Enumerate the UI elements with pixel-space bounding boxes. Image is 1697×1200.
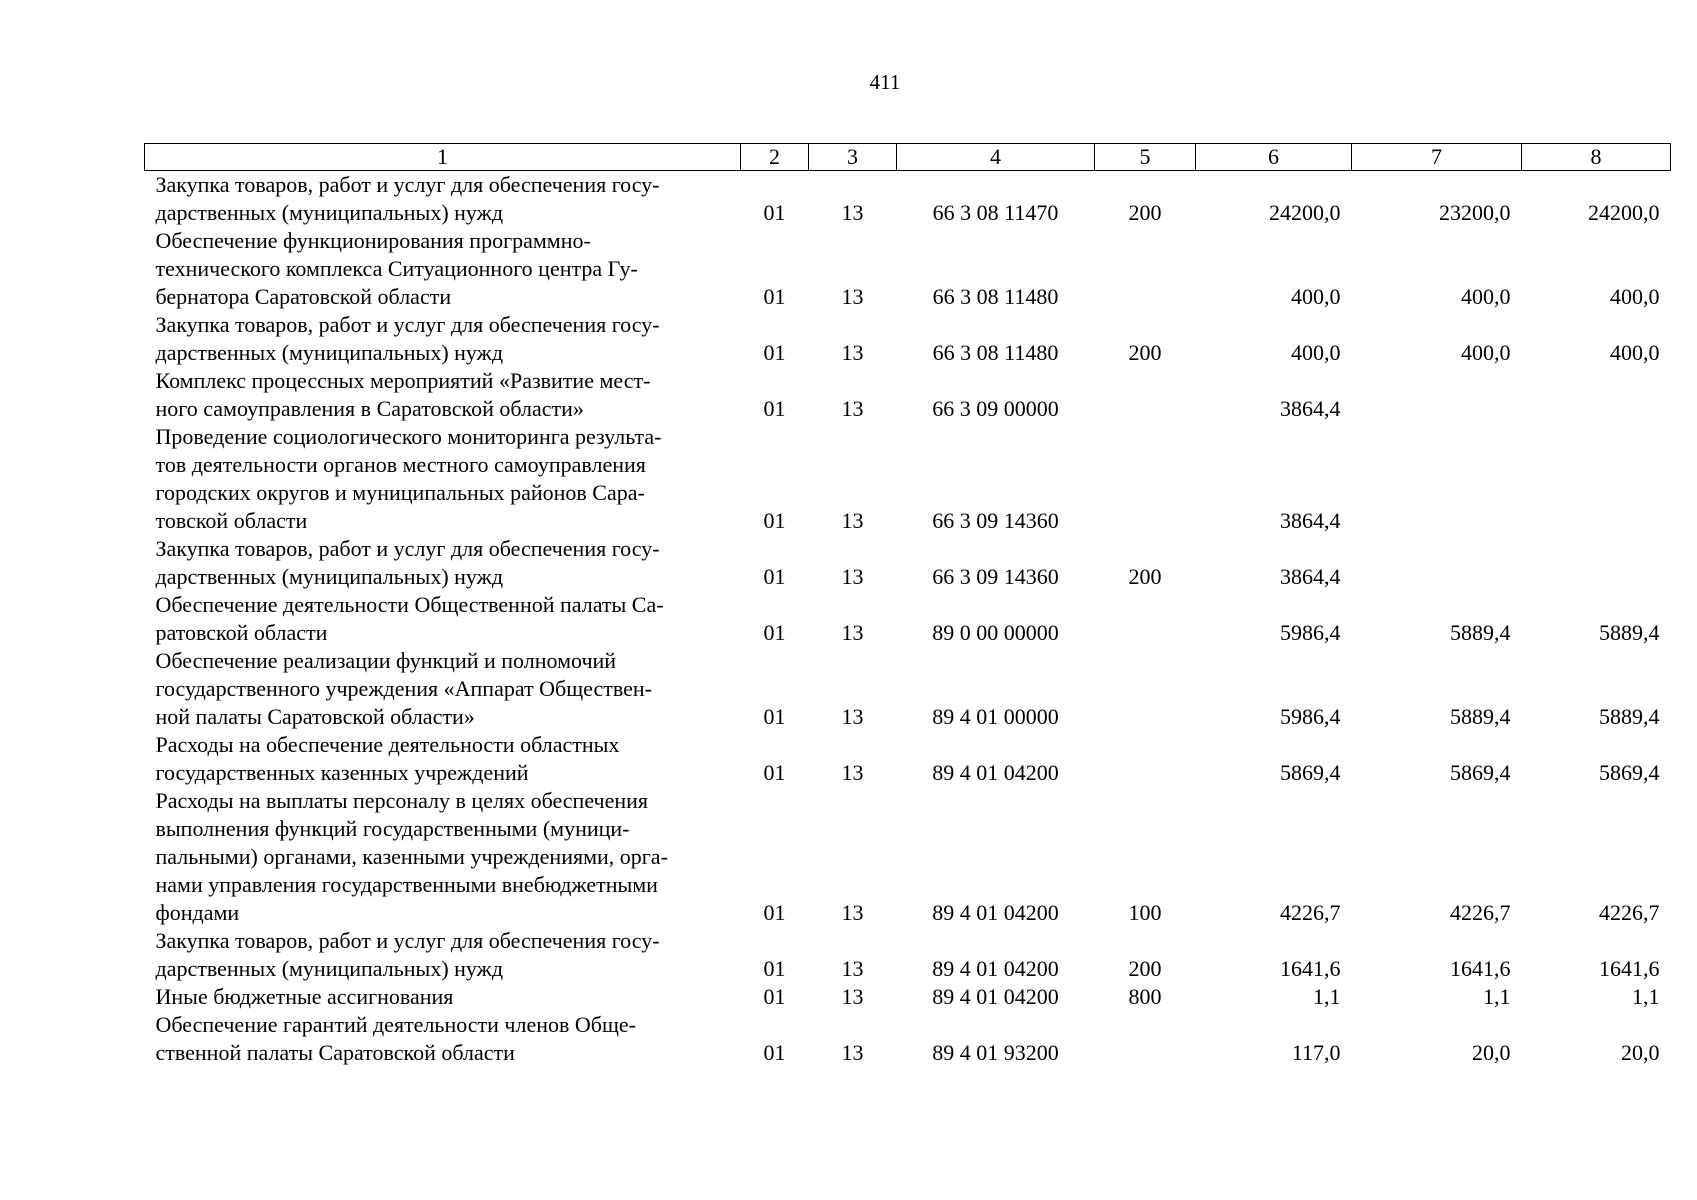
amount-col7-cell: 400,0	[1461, 284, 1511, 309]
amount-col7-cell: 23200,0	[1439, 200, 1511, 225]
table-row	[145, 591, 1671, 647]
target-article-cell: 89 4 01 00000	[932, 704, 1059, 729]
razdel-cell: 01	[763, 284, 786, 309]
podrazdel-cell: 13	[841, 340, 864, 365]
description-line: дарственных (муниципальных) нужд	[155, 956, 504, 981]
row-description	[145, 591, 741, 647]
razdel-cell: 01	[763, 396, 786, 421]
amount-col7-cell	[1352, 423, 1522, 535]
table-row	[145, 535, 1671, 591]
amount-col8-cell: 4226,7	[1599, 900, 1660, 925]
description-line: Закупка товаров, работ и услуг для обеспечения госу-	[155, 928, 660, 953]
amount-col6-cell: 5986,4	[1280, 620, 1341, 645]
description-line: государственных казенных учреждений	[155, 760, 529, 785]
expense-type-cell	[1095, 1011, 1196, 1067]
podrazdel-cell: 13	[841, 900, 864, 925]
podrazdel-cell: 13	[841, 284, 864, 309]
row-description	[145, 311, 741, 367]
row-description	[145, 227, 741, 311]
target-article-cell: 89 4 01 04200	[932, 900, 1059, 925]
target-article-cell: 66 3 08 11480	[932, 284, 1059, 309]
amount-col8-cell: 1641,6	[1599, 956, 1660, 981]
expense-type-cell: 200	[1128, 564, 1162, 589]
amount-col8-cell: 400,0	[1610, 340, 1660, 365]
target-article-cell: 89 4 01 93200	[932, 1040, 1059, 1065]
column-header-8: 8	[1522, 144, 1671, 171]
row-description	[145, 731, 741, 787]
expense-type-cell	[1095, 423, 1196, 535]
target-article-cell: 89 4 01 04200	[932, 760, 1059, 785]
razdel-cell: 01	[763, 620, 786, 645]
podrazdel-cell: 13	[841, 620, 864, 645]
description-line: технического комплекса Ситуационного центра Гу-	[155, 256, 638, 281]
amount-col7-cell: 5869,4	[1450, 760, 1511, 785]
description-line: городских округов и муниципальных районов Сара-	[155, 480, 645, 505]
row-description	[145, 1011, 741, 1067]
amount-col7-cell: 5889,4	[1450, 620, 1511, 645]
expense-type-cell: 200	[1128, 340, 1162, 365]
amount-col8-cell: 400,0	[1610, 284, 1660, 309]
razdel-cell: 01	[763, 564, 786, 589]
amount-col6-cell: 117,0	[1291, 1040, 1341, 1065]
row-description	[145, 787, 741, 927]
razdel-cell: 01	[763, 956, 786, 981]
expense-type-cell	[1095, 367, 1196, 423]
amount-col8-cell: 20,0	[1621, 1040, 1660, 1065]
column-header-3: 3	[809, 144, 897, 171]
razdel-cell: 01	[763, 760, 786, 785]
row-description	[145, 983, 741, 1011]
table-row	[145, 311, 1671, 367]
amount-col8-cell	[1522, 367, 1671, 423]
row-description	[145, 367, 741, 423]
row-description	[145, 423, 741, 535]
description-line: Проведение социологического мониторинга результа-	[155, 424, 662, 449]
row-description	[145, 535, 741, 591]
description-line: товской области	[155, 508, 308, 533]
amount-col7-cell: 20,0	[1472, 1040, 1511, 1065]
row-description	[145, 647, 741, 731]
razdel-cell: 01	[763, 984, 786, 1009]
table-row	[145, 367, 1671, 423]
podrazdel-cell: 13	[841, 984, 864, 1009]
column-header-4: 4	[897, 144, 1095, 171]
amount-col8-cell: 24200,0	[1588, 200, 1660, 225]
description-line: Закупка товаров, работ и услуг для обеспечения госу-	[155, 312, 660, 337]
expense-type-cell	[1095, 731, 1196, 787]
amount-col6-cell: 5986,4	[1280, 704, 1341, 729]
expense-type-cell	[1095, 591, 1196, 647]
amount-col6-cell: 24200,0	[1269, 200, 1341, 225]
description-line: Расходы на выплаты персоналу в целях обеспечения	[155, 788, 649, 813]
amount-col6-cell: 3864,4	[1280, 396, 1341, 421]
podrazdel-cell: 13	[841, 564, 864, 589]
description-line: нами управления государственными внебюджетными	[155, 872, 658, 897]
razdel-cell: 01	[763, 900, 786, 925]
amount-col6-cell: 4226,7	[1280, 900, 1341, 925]
table-row	[145, 171, 1671, 228]
description-line: ственной палаты Саратовской области	[155, 1040, 515, 1065]
description-line: Расходы на обеспечение деятельности областных	[155, 732, 620, 757]
amount-col7-cell	[1352, 535, 1522, 591]
table-row	[145, 731, 1671, 787]
amount-col6-cell: 1641,6	[1280, 956, 1341, 981]
podrazdel-cell: 13	[841, 704, 864, 729]
description-line: Закупка товаров, работ и услуг для обеспечения госу-	[155, 172, 660, 197]
description-line: дарственных (муниципальных) нужд	[155, 564, 504, 589]
podrazdel-cell: 13	[841, 200, 864, 225]
amount-col6-cell: 3864,4	[1280, 564, 1341, 589]
description-line: тов деятельности органов местного самоуправления	[155, 452, 646, 477]
description-line: государственного учреждения «Аппарат Обществен-	[155, 676, 652, 701]
expense-type-cell: 200	[1128, 956, 1162, 981]
razdel-cell: 01	[763, 1040, 786, 1065]
amount-col8-cell: 5889,4	[1599, 704, 1660, 729]
expense-type-cell	[1095, 227, 1196, 311]
description-line: бернатора Саратовской области	[155, 284, 452, 309]
amount-col7-cell: 1,1	[1483, 984, 1511, 1009]
description-line: Обеспечение реализации функций и полномочий	[155, 648, 617, 673]
amount-col6-cell: 400,0	[1291, 340, 1341, 365]
description-line: ного самоуправления в Саратовской области»	[155, 396, 584, 421]
table-row	[145, 983, 1671, 1011]
amount-col7-cell: 1641,6	[1450, 956, 1511, 981]
amount-col8-cell: 5869,4	[1599, 760, 1660, 785]
razdel-cell: 01	[763, 340, 786, 365]
expense-type-cell: 200	[1128, 200, 1162, 225]
column-header-5: 5	[1095, 144, 1196, 171]
budget-table	[144, 143, 1671, 1067]
amount-col6-cell: 3864,4	[1280, 508, 1341, 533]
description-line: Закупка товаров, работ и услуг для обеспечения госу-	[155, 536, 660, 561]
amount-col8-cell	[1522, 535, 1671, 591]
amount-col8-cell	[1522, 423, 1671, 535]
razdel-cell: 01	[763, 508, 786, 533]
description-line: дарственных (муниципальных) нужд	[155, 340, 504, 365]
table-row	[145, 647, 1671, 731]
description-line: Обеспечение деятельности Общественной палаты Са-	[155, 592, 664, 617]
description-line: выполнения функций государственными (муници-	[155, 816, 630, 841]
podrazdel-cell: 13	[841, 956, 864, 981]
table-row	[145, 1011, 1671, 1067]
amount-col8-cell: 5889,4	[1599, 620, 1660, 645]
amount-col6-cell: 5869,4	[1280, 760, 1341, 785]
table-body	[145, 171, 1671, 1068]
amount-col7-cell: 5889,4	[1450, 704, 1511, 729]
target-article-cell: 66 3 09 00000	[932, 396, 1059, 421]
table-row	[145, 787, 1671, 927]
target-article-cell: 89 4 01 04200	[932, 956, 1059, 981]
column-header-1: 1	[145, 144, 741, 171]
target-article-cell: 89 0 00 00000	[932, 620, 1059, 645]
target-article-cell: 66 3 08 11470	[932, 200, 1059, 225]
podrazdel-cell: 13	[841, 508, 864, 533]
target-article-cell: 66 3 09 14360	[932, 564, 1059, 589]
amount-col7-cell	[1352, 367, 1522, 423]
expense-type-cell	[1095, 647, 1196, 731]
razdel-cell: 01	[763, 200, 786, 225]
table-header-row	[145, 144, 1671, 171]
description-line: Обеспечение гарантий деятельности членов Обще-	[155, 1012, 637, 1037]
description-line: Иные бюджетные ассигнования	[155, 984, 454, 1009]
amount-col7-cell: 4226,7	[1450, 900, 1511, 925]
description-line: Обеспечение функционирования программно-	[155, 228, 591, 253]
expense-type-cell: 800	[1128, 984, 1162, 1009]
table-row	[145, 227, 1671, 311]
description-line: фондами	[155, 900, 240, 925]
description-line: пальными) органами, казенными учреждениями, орга-	[155, 844, 668, 869]
amount-col6-cell: 400,0	[1291, 284, 1341, 309]
description-line: ратовской области	[155, 620, 328, 645]
column-header-7: 7	[1352, 144, 1522, 171]
amount-col7-cell: 400,0	[1461, 340, 1511, 365]
podrazdel-cell: 13	[841, 760, 864, 785]
row-description	[145, 927, 741, 983]
table-row	[145, 927, 1671, 983]
description-line: дарственных (муниципальных) нужд	[155, 200, 504, 225]
podrazdel-cell: 13	[841, 396, 864, 421]
amount-col8-cell: 1,1	[1632, 984, 1660, 1009]
row-description	[145, 171, 741, 228]
page-number: 411	[869, 70, 901, 94]
description-line: ной палаты Саратовской области»	[155, 704, 475, 729]
razdel-cell: 01	[763, 704, 786, 729]
column-header-2: 2	[741, 144, 809, 171]
podrazdel-cell: 13	[841, 1040, 864, 1065]
target-article-cell: 66 3 08 11480	[932, 340, 1059, 365]
target-article-cell: 89 4 01 04200	[932, 984, 1059, 1009]
expense-type-cell: 100	[1128, 900, 1162, 925]
description-line: Комплекс процессных мероприятий «Развитие мест-	[155, 368, 651, 393]
table-row	[145, 423, 1671, 535]
amount-col6-cell: 1,1	[1313, 984, 1341, 1009]
target-article-cell: 66 3 09 14360	[932, 508, 1059, 533]
column-header-6: 6	[1196, 144, 1352, 171]
